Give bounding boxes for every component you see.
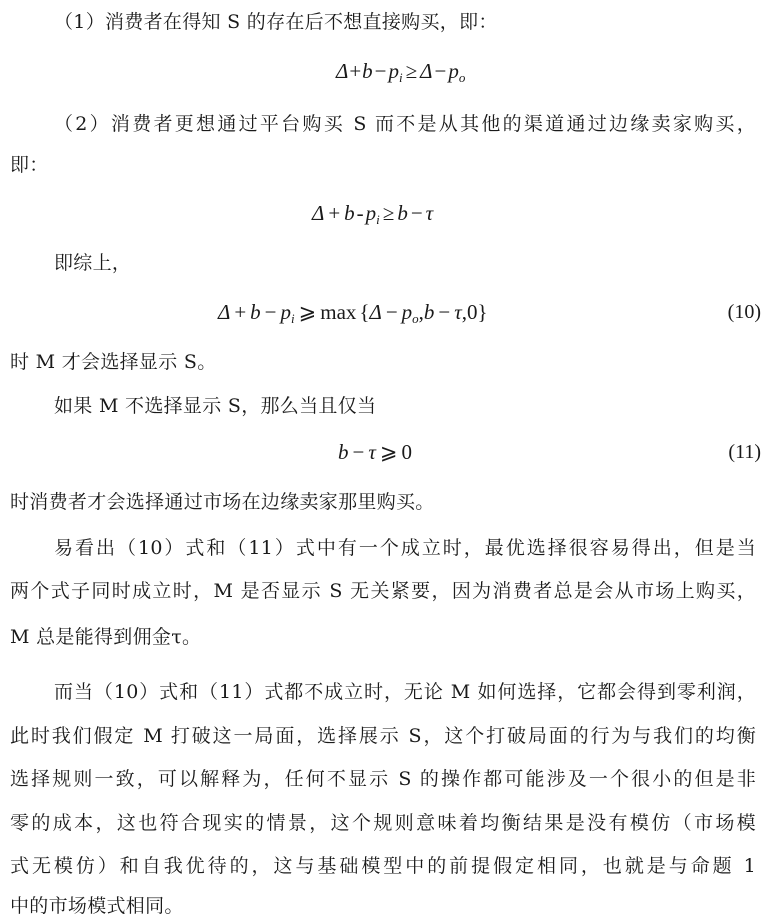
eq-geq: ⩾ <box>379 440 398 464</box>
paragraph-tiebreak-line-1: 而当（10）式和（11）式都不成立时，无论 M 如何选择，它都会得到零利润， <box>54 681 756 703</box>
paragraph-analysis-line-3: M 总是能得到佣金τ。 <box>10 626 202 648</box>
eq-delta: Δ <box>218 300 231 324</box>
eq-sub-i: i <box>399 70 403 85</box>
paragraph-analysis-line-1: 易看出（10）式和（11）式中有一个成立时，最优选择很容易得出，但是当 <box>54 537 756 559</box>
eq-minus: − <box>374 59 387 83</box>
eq-p: p <box>365 201 377 225</box>
eq-minus-3: − <box>438 300 451 324</box>
eq-tau: τ <box>454 300 462 324</box>
eq-b: b <box>338 440 349 464</box>
eq-sub-o: o <box>412 311 419 326</box>
eq-delta-2: Δ <box>420 59 433 83</box>
eq-minus: - <box>356 201 364 225</box>
eq-delta-2: Δ <box>369 300 382 324</box>
eq-minus-2: − <box>434 59 447 83</box>
eq-delta: Δ <box>336 59 349 83</box>
paragraph-tiebreak-line-2: 此时我们假定 M 打破这一局面，选择展示 S，这个打破局面的行为与我们的均衡 <box>10 725 756 747</box>
eq-plus: + <box>234 300 247 324</box>
equation-direct-purchase <box>336 57 465 92</box>
paragraph-tiebreak-line-5: 式无模仿）和自我优待的，这与基础模型中的前提假定相同，也就是与命题 1 <box>10 855 756 877</box>
eq-minus: − <box>264 300 277 324</box>
eq-lbrace: { <box>359 300 370 324</box>
equation-number-10: (10) <box>727 301 761 323</box>
eq-minus-2: − <box>385 300 398 324</box>
eq-minus: − <box>352 440 365 464</box>
paragraph-tiebreak-line-4: 零的成本，这也符合现实的情景，这个规则意味着均衡结果是没有模仿（市场模 <box>10 812 756 834</box>
eq-plus: + <box>349 59 362 83</box>
eq-sub-i: i <box>291 311 295 326</box>
eq-geq: ⩾ <box>298 300 317 324</box>
paragraph-analysis-line-2: 两个式子同时成立时，M 是否显示 S 无关紧要，因为消费者总是会从市场上购买， <box>10 580 756 602</box>
eq-minus-2: − <box>410 201 423 225</box>
paragraph-show-condition: 时 M 才会选择显示 S。 <box>10 351 217 373</box>
paragraph-not-show-condition: 如果 M 不选择显示 S，那么当且仅当 <box>54 395 377 417</box>
eq-p: p <box>280 300 292 324</box>
eq-p-2: p <box>401 300 413 324</box>
eq-delta: Δ <box>312 201 325 225</box>
paragraph-condition-2-line-1: （2）消费者更想通过平台购买 S 而不是从其他的渠道通过边缘卖家购买， <box>54 113 756 135</box>
eq-max: max <box>320 300 357 324</box>
eq-p-2: p <box>448 59 459 83</box>
equation-11 <box>338 438 412 466</box>
eq-zero: 0 <box>467 300 478 324</box>
eq-geq: ≥ <box>382 201 395 225</box>
eq-b: b <box>250 300 261 324</box>
eq-b-2: b <box>397 201 408 225</box>
eq-sub-i: i <box>376 212 380 227</box>
eq-b: b <box>344 201 355 225</box>
eq-sub-o: o <box>458 70 466 85</box>
eq-comma-1: , <box>418 300 424 324</box>
eq-plus: + <box>328 201 341 225</box>
eq-zero: 0 <box>401 440 412 464</box>
eq-p: p <box>388 59 400 83</box>
paragraph-tiebreak-line-3: 选择规则一致，可以解释为，任何不显示 S 的操作都可能涉及一个很小的但是非 <box>10 768 756 790</box>
equation-number-11: (11) <box>728 441 761 463</box>
eq-comma-2: , <box>461 300 468 324</box>
paragraph-summary-intro: 即综上， <box>54 252 132 274</box>
eq-tau: τ <box>368 440 376 464</box>
equation-platform-purchase <box>312 199 433 234</box>
eq-b-2: b <box>423 300 435 324</box>
paragraph-condition-2-line-2: 即： <box>10 154 49 176</box>
equation-10 <box>218 298 488 333</box>
eq-rbrace: } <box>477 300 488 324</box>
eq-b: b <box>362 59 373 83</box>
paragraph-tiebreak-line-6: 中的市场模式相同。 <box>10 895 184 917</box>
paragraph-marketplace-purchase: 时消费者才会选择通过市场在边缘卖家那里购买。 <box>10 491 435 513</box>
eq-tau: τ <box>425 201 434 225</box>
eq-geq: ≥ <box>405 59 418 83</box>
paragraph-condition-1: （1）消费者在得知 S 的存在后不想直接购买，即： <box>54 11 498 33</box>
